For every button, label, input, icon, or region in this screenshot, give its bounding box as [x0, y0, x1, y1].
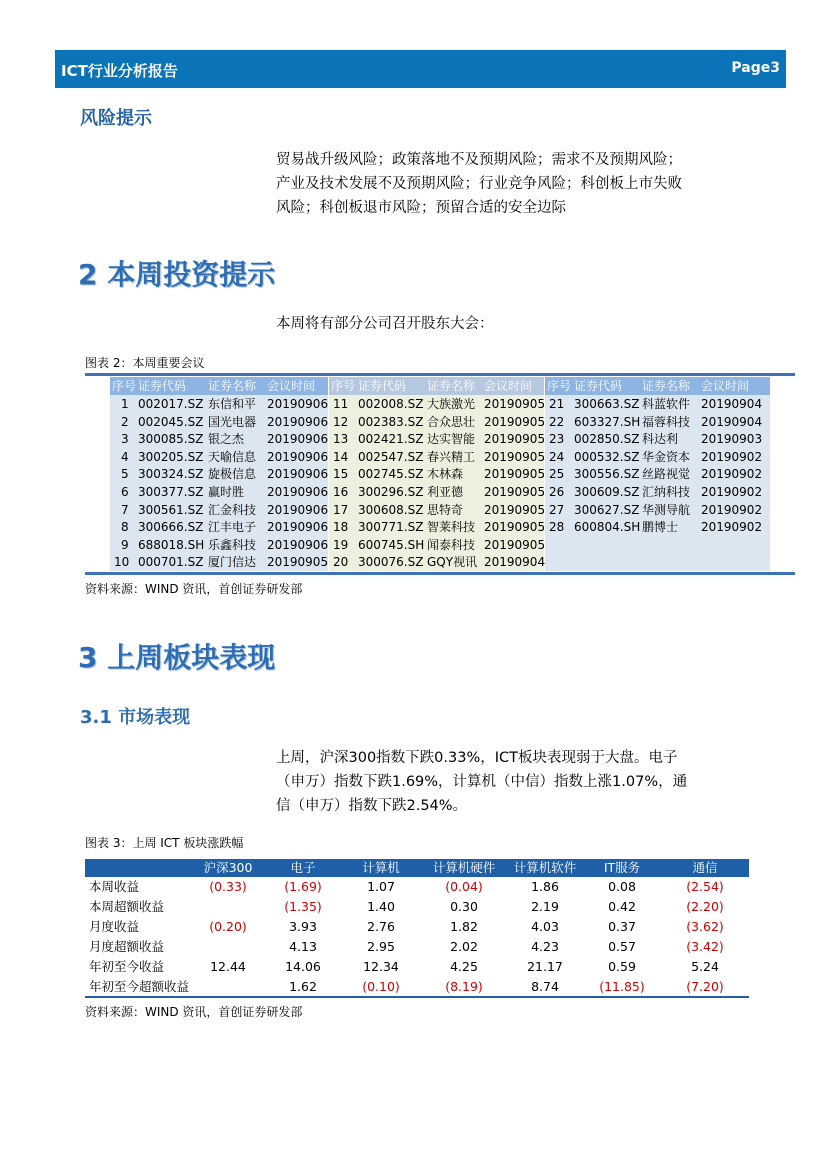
table2-caption: 图表 2：本周重要会议	[85, 356, 205, 370]
table3-cell: (8.19)	[445, 979, 483, 994]
market-line: （申万）指数下跌1.69%，计算机（中信）指数上涨1.07%，通	[276, 774, 688, 790]
table2-cell-date: 20190905	[484, 467, 546, 482]
table2-cell-code: 300377.SZ	[138, 485, 204, 499]
table2-cell-code: 002017.SZ	[138, 397, 204, 411]
section-3-heading: 3 上周板块表现	[78, 641, 276, 674]
table2-cell-date: 20190902	[701, 520, 763, 535]
table3-source: 资料来源：WIND 资讯，首创证券研发部	[85, 1005, 303, 1019]
table3-column-header: 计算机硬件	[432, 860, 496, 875]
table2-cell-seq: 25	[549, 467, 565, 482]
table3-cell: (3.42)	[686, 939, 724, 954]
table3-cell: 0.30	[450, 899, 478, 914]
table2-cell-name: 天喻信息	[208, 449, 257, 464]
table2-cell-code: 688018.SH	[138, 537, 205, 552]
table2-header-code: 证券代码	[358, 379, 407, 393]
table2-cell-date: 20190906	[267, 449, 329, 464]
report-title: ICT行业分析报告	[61, 62, 178, 80]
table2-cell-code: 300296.SZ	[358, 485, 424, 499]
table2-cell-code: 300085.SZ	[138, 432, 204, 447]
table3-cell: 4.03	[531, 919, 559, 934]
table2-cell-seq: 16	[333, 485, 349, 499]
table3-cell: (2.54)	[686, 879, 724, 894]
table2-header-seq: 序号	[331, 379, 356, 393]
table3-cell: 4.13	[289, 939, 317, 954]
table2-cell-code: 300561.SZ	[138, 502, 204, 517]
table2-cell-code: 600804.SH	[574, 520, 641, 535]
table3-cell: 0.08	[608, 879, 636, 894]
table3-cell: 1.40	[367, 899, 395, 914]
table2-cell-seq: 8	[121, 520, 129, 535]
table2-cell-date: 20190906	[267, 520, 329, 535]
table2-cell-seq: 18	[333, 520, 349, 535]
table3-row-label: 月度超额收益	[89, 939, 165, 954]
table2-cell-name: 大族激光	[427, 397, 476, 411]
table3-cell: 2.76	[367, 919, 395, 934]
table2-cell-name: 木林森	[427, 467, 464, 482]
table2-top-rule	[85, 373, 795, 376]
table3-cell: 14.06	[285, 959, 321, 974]
table2-cell-date: 20190902	[701, 449, 763, 464]
table2-cell-seq: 13	[333, 432, 349, 447]
table2-cell-code: 002745.SZ	[358, 467, 424, 482]
table2-cell-code: 600745.SH	[358, 537, 425, 552]
table3-cell: 0.37	[608, 919, 636, 934]
table3-cell: (0.33)	[209, 879, 247, 894]
table2-cell-seq: 7	[121, 502, 129, 517]
market-text	[276, 746, 751, 818]
table2-source: 资料来源：WIND 资讯，首创证券研发部	[85, 582, 303, 596]
table3-cell: 2.02	[450, 939, 478, 954]
table3-cell: 4.23	[531, 939, 559, 954]
table3-cell: 2.95	[367, 939, 395, 954]
table2-cell-date: 20190905	[267, 555, 329, 570]
table2-cell-seq: 1	[121, 397, 129, 411]
table2-cell-code: 603327.SH	[574, 414, 641, 429]
table3-row-label: 年初至今收益	[89, 959, 165, 974]
table2-cell-date: 20190905	[484, 432, 546, 447]
table3-cell: (0.04)	[445, 879, 483, 894]
table3-cell: 12.44	[210, 959, 246, 974]
table2-cell-name: 银之杰	[208, 432, 245, 447]
table2-cell-name: GQY视讯	[427, 555, 478, 570]
table3-cell: (2.20)	[686, 899, 724, 914]
risk-line: 贸易战升级风险；政策落地不及预期风险；需求不及预期风险；	[276, 152, 682, 168]
table3-row-label: 年初至今超额收益	[89, 979, 190, 994]
risk-line: 产业及技术发展不及预期风险；行业竞争风险；科创板上市失败	[276, 176, 682, 192]
risk-text	[276, 148, 751, 220]
table3-column-header: 通信	[692, 860, 718, 875]
table2-cell-code: 002421.SZ	[358, 432, 424, 447]
table3-cell: 3.93	[289, 919, 317, 934]
table2-cell-seq: 15	[333, 467, 349, 482]
table3-row-label: 本周超额收益	[89, 899, 165, 914]
table2-header-date: 会议时间	[484, 379, 533, 393]
table3-column-header: 计算机软件	[513, 860, 577, 875]
risk-line: 风险；科创板退市风险；预留合适的安全边际	[276, 200, 566, 216]
table2-cell-date: 20190906	[267, 502, 329, 517]
table3-row-label: 本周收益	[89, 879, 140, 894]
table2-cell-date: 20190905	[484, 502, 546, 517]
table2-cell-date: 20190906	[267, 467, 329, 482]
table2-cell-name: 赢时胜	[208, 485, 245, 499]
table2-cell-code: 002383.SZ	[358, 414, 424, 429]
table2-cell-date: 20190902	[701, 467, 763, 482]
table2-cell-seq: 23	[549, 432, 565, 447]
table3-cell: (1.35)	[284, 899, 322, 914]
table2-cell-seq: 26	[549, 485, 565, 499]
table2-cell-name: 科蓝软件	[642, 397, 691, 411]
table2-cell-code: 300609.SZ	[574, 485, 640, 499]
table3-caption: 图表 3：上周 ICT 板块涨跌幅	[85, 836, 244, 850]
table2-cell-date: 20190906	[267, 397, 329, 411]
table3-column-header: 计算机	[362, 860, 400, 875]
table2-cell-date: 20190904	[484, 555, 546, 570]
table3-cell: 0.57	[608, 939, 636, 954]
table2-cell-code: 300627.SZ	[574, 502, 640, 517]
table2-cell-name: 春兴精工	[427, 449, 476, 464]
table2-cell-seq: 24	[549, 449, 565, 464]
table2-cell-seq: 3	[121, 432, 129, 447]
table3-cell: 8.74	[531, 979, 559, 994]
table2-cell-seq: 19	[333, 537, 349, 552]
table2-header-seq: 序号	[547, 379, 572, 393]
table2-cell-name: 鹏博士	[642, 520, 679, 535]
table2-cell-name: 合众思壮	[427, 414, 476, 429]
table2-cell-date: 20190905	[484, 520, 546, 535]
table2-cell-seq: 17	[333, 502, 349, 517]
table3-cell: 12.34	[363, 959, 399, 974]
invest-text: 本周将有部分公司召开股东大会：	[276, 316, 494, 332]
table2-cell-date: 20190905	[484, 537, 546, 552]
table2-cell-name: 江丰电子	[208, 520, 257, 535]
section-2-heading: 2 本周投资提示	[78, 258, 276, 291]
table2-cell-code: 002547.SZ	[358, 449, 424, 464]
table2-cell-name: 国光电器	[208, 414, 257, 429]
table2-cell-code: 002850.SZ	[574, 432, 640, 447]
table2-cell-name: 汇金科技	[208, 502, 257, 517]
table2-cell-seq: 2	[121, 414, 129, 429]
table2-cell-date: 20190904	[701, 414, 763, 429]
table2-cell-code: 000532.SZ	[574, 449, 640, 464]
table2-cell-seq: 9	[121, 537, 129, 552]
table3-cell: 0.59	[608, 959, 636, 974]
table2-cell-seq: 20	[333, 555, 349, 570]
table2-cell-code: 002045.SZ	[138, 414, 204, 429]
table2-header-name: 证券名称	[642, 379, 691, 393]
section-3-1-heading: 3.1 市场表现	[80, 707, 191, 728]
table2-cell-seq: 5	[121, 467, 129, 482]
table2-cell-seq: 27	[549, 502, 565, 517]
table2-cell-code: 300205.SZ	[138, 449, 204, 464]
table2-cell-code: 002008.SZ	[358, 397, 424, 411]
table3-cell: (0.20)	[209, 919, 247, 934]
table2-cell-code: 300608.SZ	[358, 502, 424, 517]
table2-cell-name: 利亚德	[427, 485, 464, 499]
table3-bottom-rule	[85, 996, 749, 998]
table3-cell: (3.62)	[686, 919, 724, 934]
table2-cell-date: 20190906	[267, 485, 329, 499]
table3-cell: 5.24	[691, 959, 719, 974]
table3-cell: 21.17	[527, 959, 563, 974]
table3-row-label: 月度收益	[89, 919, 140, 934]
table2-cell-name: 东信和平	[208, 397, 257, 411]
table2-cell-name: 达实智能	[427, 432, 476, 447]
table3-cell: 4.25	[450, 959, 478, 974]
table2-cell-seq: 10	[114, 555, 130, 570]
table2-cell-code: 300663.SZ	[574, 397, 640, 411]
table2-cell-date: 20190906	[267, 537, 329, 552]
table3-cell: 0.42	[608, 899, 636, 914]
table3-cell: 2.19	[531, 899, 559, 914]
table3-cell: 1.07	[367, 879, 395, 894]
table2-cell-code: 300666.SZ	[138, 520, 204, 535]
table2-cell-name: 福蓉科技	[642, 414, 691, 429]
table2-header-code: 证券代码	[574, 379, 623, 393]
table3-column-header: 电子	[290, 860, 316, 875]
table3-column-header: 沪深300	[203, 860, 253, 875]
table2-cell-date: 20190904	[701, 397, 763, 411]
table2-cell-name: 科达利	[642, 432, 679, 447]
table2-header-code: 证券代码	[138, 379, 187, 393]
market-line: 上周，沪深300指数下跌0.33%，ICT板块表现弱于大盘。电子	[276, 750, 678, 766]
table2-cell-date: 20190903	[701, 432, 763, 447]
table2-cell-seq: 11	[333, 397, 349, 411]
table2-header-name: 证券名称	[208, 379, 257, 393]
table2-cell-seq: 14	[333, 449, 349, 464]
table2-cell-date: 20190906	[267, 432, 329, 447]
table2-header-name: 证券名称	[427, 379, 476, 393]
table2-cell-seq: 28	[549, 520, 565, 535]
table3-cell: 1.62	[289, 979, 317, 994]
risk-heading: 风险提示	[80, 108, 152, 129]
page-number: Page3	[731, 60, 780, 76]
table2-cell-seq: 21	[549, 397, 565, 411]
table2-cell-date: 20190902	[701, 485, 763, 499]
table3-cell: (7.20)	[686, 979, 724, 994]
table3-column-header: IT服务	[603, 860, 641, 875]
table2-header-date: 会议时间	[701, 379, 750, 393]
table2-cell-date: 20190906	[267, 414, 329, 429]
table2-cell-code: 300324.SZ	[138, 467, 204, 482]
table2-cell-code: 300556.SZ	[574, 467, 640, 482]
table2-cell-code: 000701.SZ	[138, 555, 204, 570]
table3-cell: 1.86	[531, 879, 559, 894]
table2-cell-name: 旋极信息	[208, 467, 257, 482]
table2-cell-name: 闻泰科技	[427, 537, 476, 552]
report-header	[55, 50, 786, 88]
table3-cell: 1.82	[450, 919, 478, 934]
table2-cell-date: 20190905	[484, 485, 546, 499]
table2-cell-date: 20190905	[484, 397, 546, 411]
table2-cell-name: 厦门信达	[208, 555, 257, 570]
table2-cell-date: 20190905	[484, 449, 546, 464]
table2-cell-name: 汇纳科技	[642, 485, 691, 499]
table2-cell-date: 20190902	[701, 502, 763, 517]
table2-cell-seq: 4	[121, 449, 129, 464]
table2-cell-name: 乐鑫科技	[208, 537, 257, 552]
table3-cell: (1.69)	[284, 879, 322, 894]
table3-cell: (11.85)	[599, 979, 645, 994]
table2-cell-code: 300076.SZ	[358, 555, 424, 570]
table2-cell-name: 智莱科技	[427, 520, 476, 535]
table2-header-seq: 序号	[112, 379, 137, 393]
table2-header-date: 会议时间	[267, 379, 316, 393]
table2-cell-seq: 22	[549, 414, 565, 429]
table2-cell-date: 20190905	[484, 414, 546, 429]
table2-bottom-rule	[85, 572, 795, 575]
table2-cell-seq: 6	[121, 485, 129, 499]
table2-cell-name: 丝路视觉	[642, 467, 691, 482]
table2-cell-seq: 12	[333, 414, 349, 429]
table2-cell-name: 思特奇	[427, 502, 464, 517]
market-line: 信（申万）指数下跌2.54%。	[276, 798, 468, 814]
table2-cell-name: 华金资本	[642, 449, 691, 464]
table2-cell-name: 华测导航	[642, 502, 691, 517]
table2-cell-code: 300771.SZ	[358, 520, 424, 535]
table3-cell: (0.10)	[362, 979, 400, 994]
